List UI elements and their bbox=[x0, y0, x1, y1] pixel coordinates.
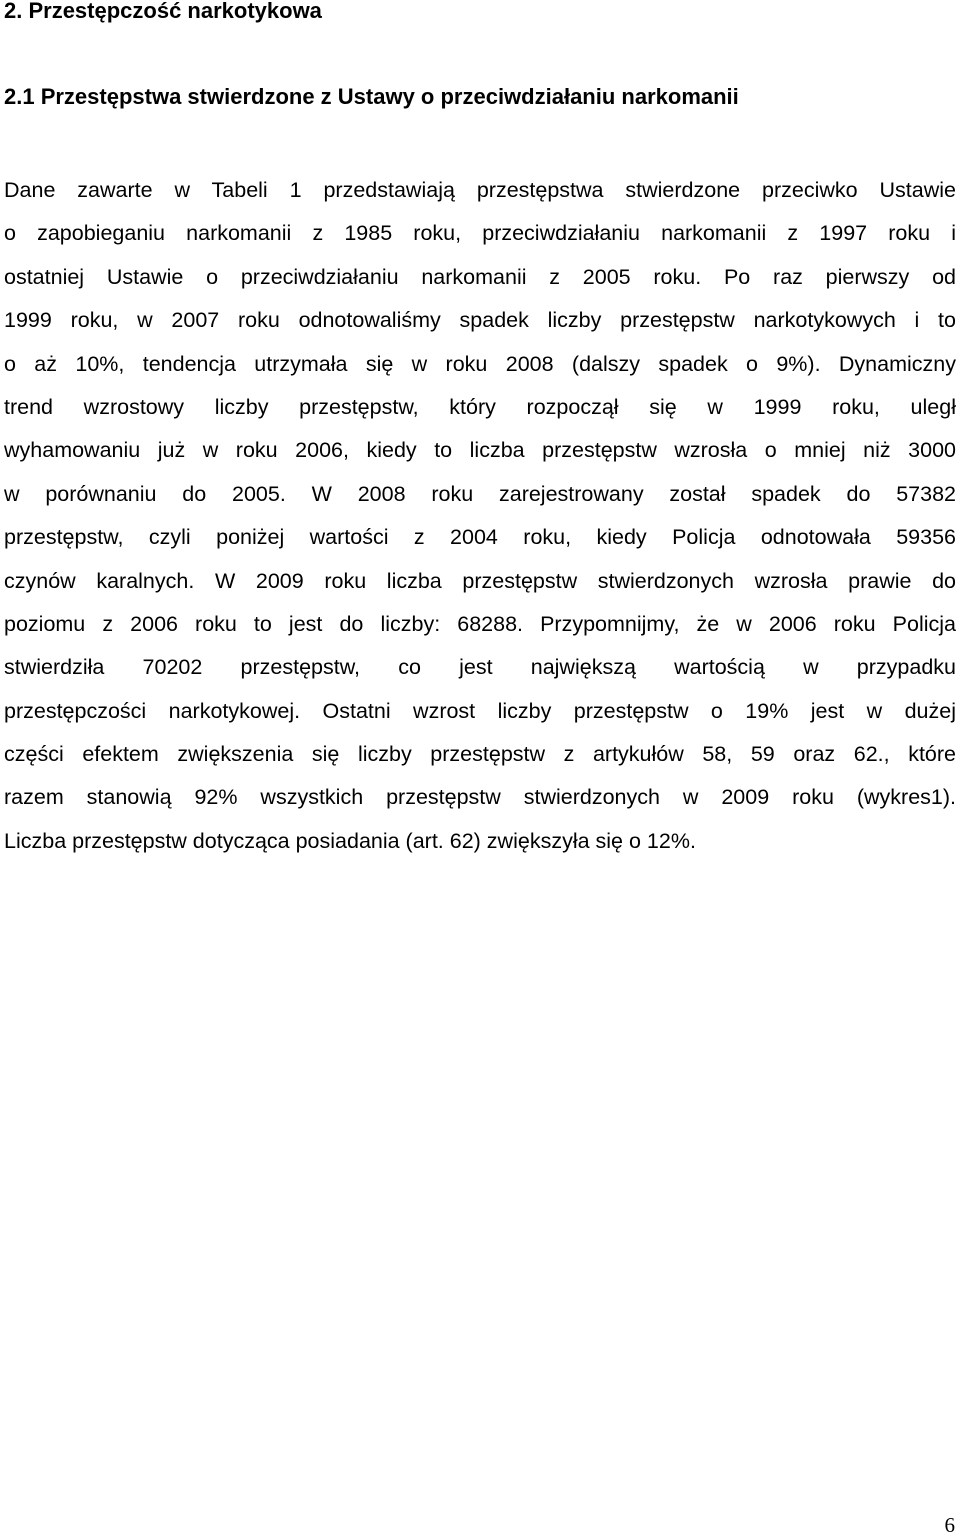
paragraph-line: poziomu z 2006 roku to jest do liczby: 68288. Przypomnijmy, że w 2006 roku Policja bbox=[4, 611, 956, 636]
paragraph-line: przestępstw, czyli poniżej wartości z 2004 roku, kiedy Policja odnotowała 59356 bbox=[4, 525, 956, 550]
paragraph-line: czynów karalnych. W 2009 roku liczba przestępstw stwierdzonych wzrosła prawie do bbox=[4, 568, 956, 593]
paragraph-line: stwierdziła 70202 przestępstw, co jest największą wartością w przypadku bbox=[4, 655, 956, 680]
subsection-heading: 2.1 Przestępstwa stwierdzone z Ustawy o przeciwdziałaniu narkomanii bbox=[4, 84, 739, 109]
paragraph-line: wyhamowaniu już w roku 2006, kiedy to liczba przestępstw wzrosła o mniej niż 3000 bbox=[4, 438, 956, 463]
paragraph-line: o aż 10%, tendencja utrzymała się w roku 2008 (dalszy spadek o 9%). Dynamiczny bbox=[4, 351, 956, 376]
section-heading: 2. Przestępczość narkotykowa bbox=[4, 0, 322, 23]
paragraph-line: 1999 roku, w 2007 roku odnotowaliśmy spadek liczby przestępstw narkotykowych i to bbox=[4, 308, 956, 333]
paragraph-line: o zapobieganiu narkomanii z 1985 roku, przeciwdziałaniu narkomanii z 1997 roku i bbox=[4, 221, 956, 246]
paragraph-line: części efektem zwiększenia się liczby przestępstw z artykułów 58, 59 oraz 62., które bbox=[4, 742, 956, 767]
paragraph-line: trend wzrostowy liczby przestępstw, który rozpoczął się w 1999 roku, uległ bbox=[4, 394, 956, 419]
paragraph-line: ostatniej Ustawie o przeciwdziałaniu narkomanii z 2005 roku. Po raz pierwszy od bbox=[4, 264, 956, 289]
paragraph-line: przestępczości narkotykowej. Ostatni wzrost liczby przestępstw o 19% jest w dużej bbox=[4, 698, 956, 723]
paragraph-line: razem stanowią 92% wszystkich przestępstw stwierdzonych w 2009 roku (wykres1). bbox=[4, 785, 956, 810]
paragraph-line: Liczba przestępstw dotycząca posiadania (art. 62) zwiększyła się o 12%. bbox=[4, 828, 696, 853]
paragraph-line: Dane zawarte w Tabeli 1 przedstawiają przestępstwa stwierdzone przeciwko Ustawie bbox=[4, 178, 956, 202]
page-number: 6 bbox=[944, 1513, 955, 1537]
paragraph-line: w porównaniu do 2005. W 2008 roku zarejestrowany został spadek do 57382 bbox=[4, 481, 956, 506]
body-paragraph bbox=[4, 169, 956, 863]
